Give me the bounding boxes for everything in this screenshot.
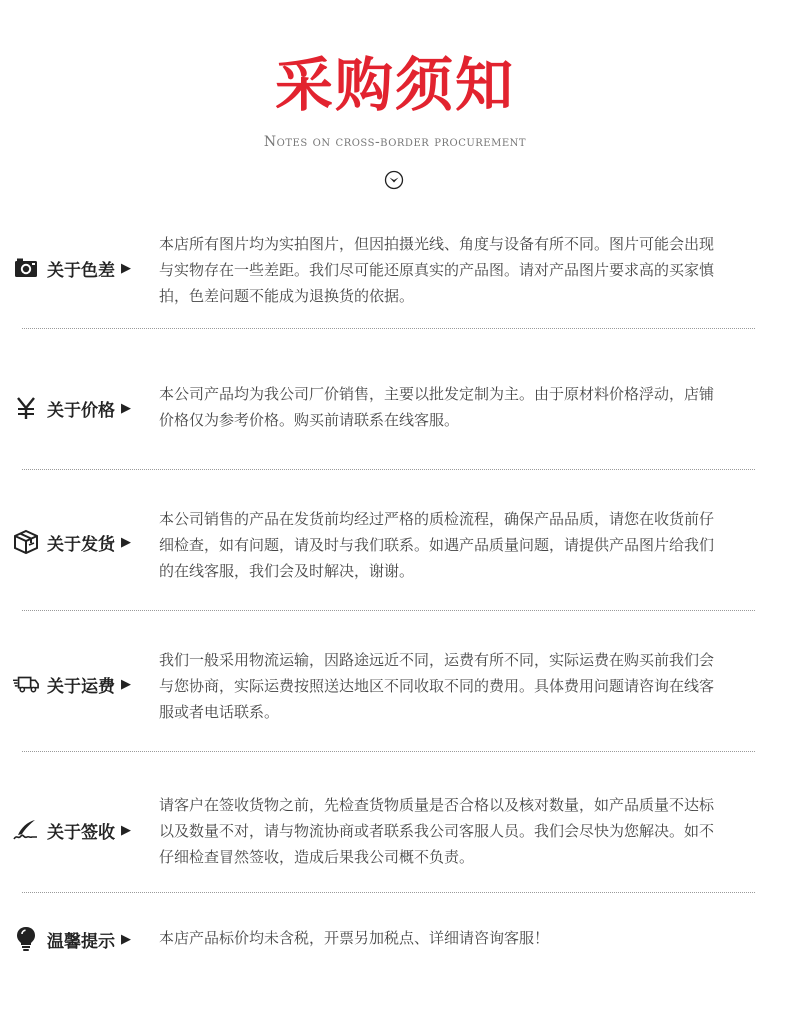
divider xyxy=(22,610,755,611)
truck-icon xyxy=(13,671,39,697)
divider xyxy=(22,751,755,752)
divider xyxy=(22,328,755,329)
chevron-down-circle-icon xyxy=(384,170,404,190)
page-title: 采购须知 xyxy=(274,51,515,119)
section-text-signing: 请客户在签收货物之前，先检查货物质量是否合格以及核对数量，如产品质量不达标以及数量不对，请与物流协商或者联系我公司客服人员。我们会尽快为您解决。如不仔细检查冒然签收，造成后果我公司概不负责。 xyxy=(159,796,715,866)
divider xyxy=(22,892,755,893)
section-label-freight: 关于运费 ▶ xyxy=(13,669,131,699)
section-text-shipping: 本公司销售的产品在发货前均经过严格的质检流程，确保产品品质，请您在收货前仔细检查，如有问题，请及时与我们联系。如遇产品质量问题，请提供产品图片给我们的在线客服，我们会及时解决，谢谢。 xyxy=(159,510,715,580)
section-label-shipping: 关于发货 ▶ xyxy=(13,527,131,557)
lightbulb-icon xyxy=(13,926,39,952)
section-text-price: 本公司产品均为我公司厂价销售，主要以批发定制为主。由于原材料价格浮动，店铺价格仅为参考价格。购买前请联系在线客服。 xyxy=(159,385,715,429)
page-subtitle xyxy=(0,134,790,150)
section-label-price: 关于价格 ▶ xyxy=(13,393,131,423)
section-text-color: 本店所有图片均为实拍图片，但因拍摄光线、角度与设备有所不同。图片可能会出现与实物存在一些差距。我们尽可能还原真实的产品图。请对产品图片要求高的买家慎拍，色差问题不能成为退换货的依据。 xyxy=(159,235,715,305)
section-label-tips: 温馨提示 ▶ xyxy=(13,924,131,954)
section-label-signing: 关于签收 ▶ xyxy=(13,815,131,845)
signature-pen-icon xyxy=(13,817,39,843)
section-text-tips: 本店产品标价均未含税，开票另加税点、详细请咨询客服！ xyxy=(159,929,550,947)
divider xyxy=(22,469,755,470)
camera-icon xyxy=(13,255,39,281)
subtitle-text: Notes on cross-border procurement xyxy=(263,134,527,150)
section-label-color: 关于色差 ▶ xyxy=(13,253,131,283)
yen-icon xyxy=(13,395,39,421)
box-icon xyxy=(13,529,39,555)
section-text-freight: 我们一般采用物流运输，因路途远近不同，运费有所不同，实际运费在购买前我们会与您协商，实际运费按照送达地区不同收取不同的费用。具体费用问题请咨询在线客服或者电话联系。 xyxy=(159,651,715,721)
